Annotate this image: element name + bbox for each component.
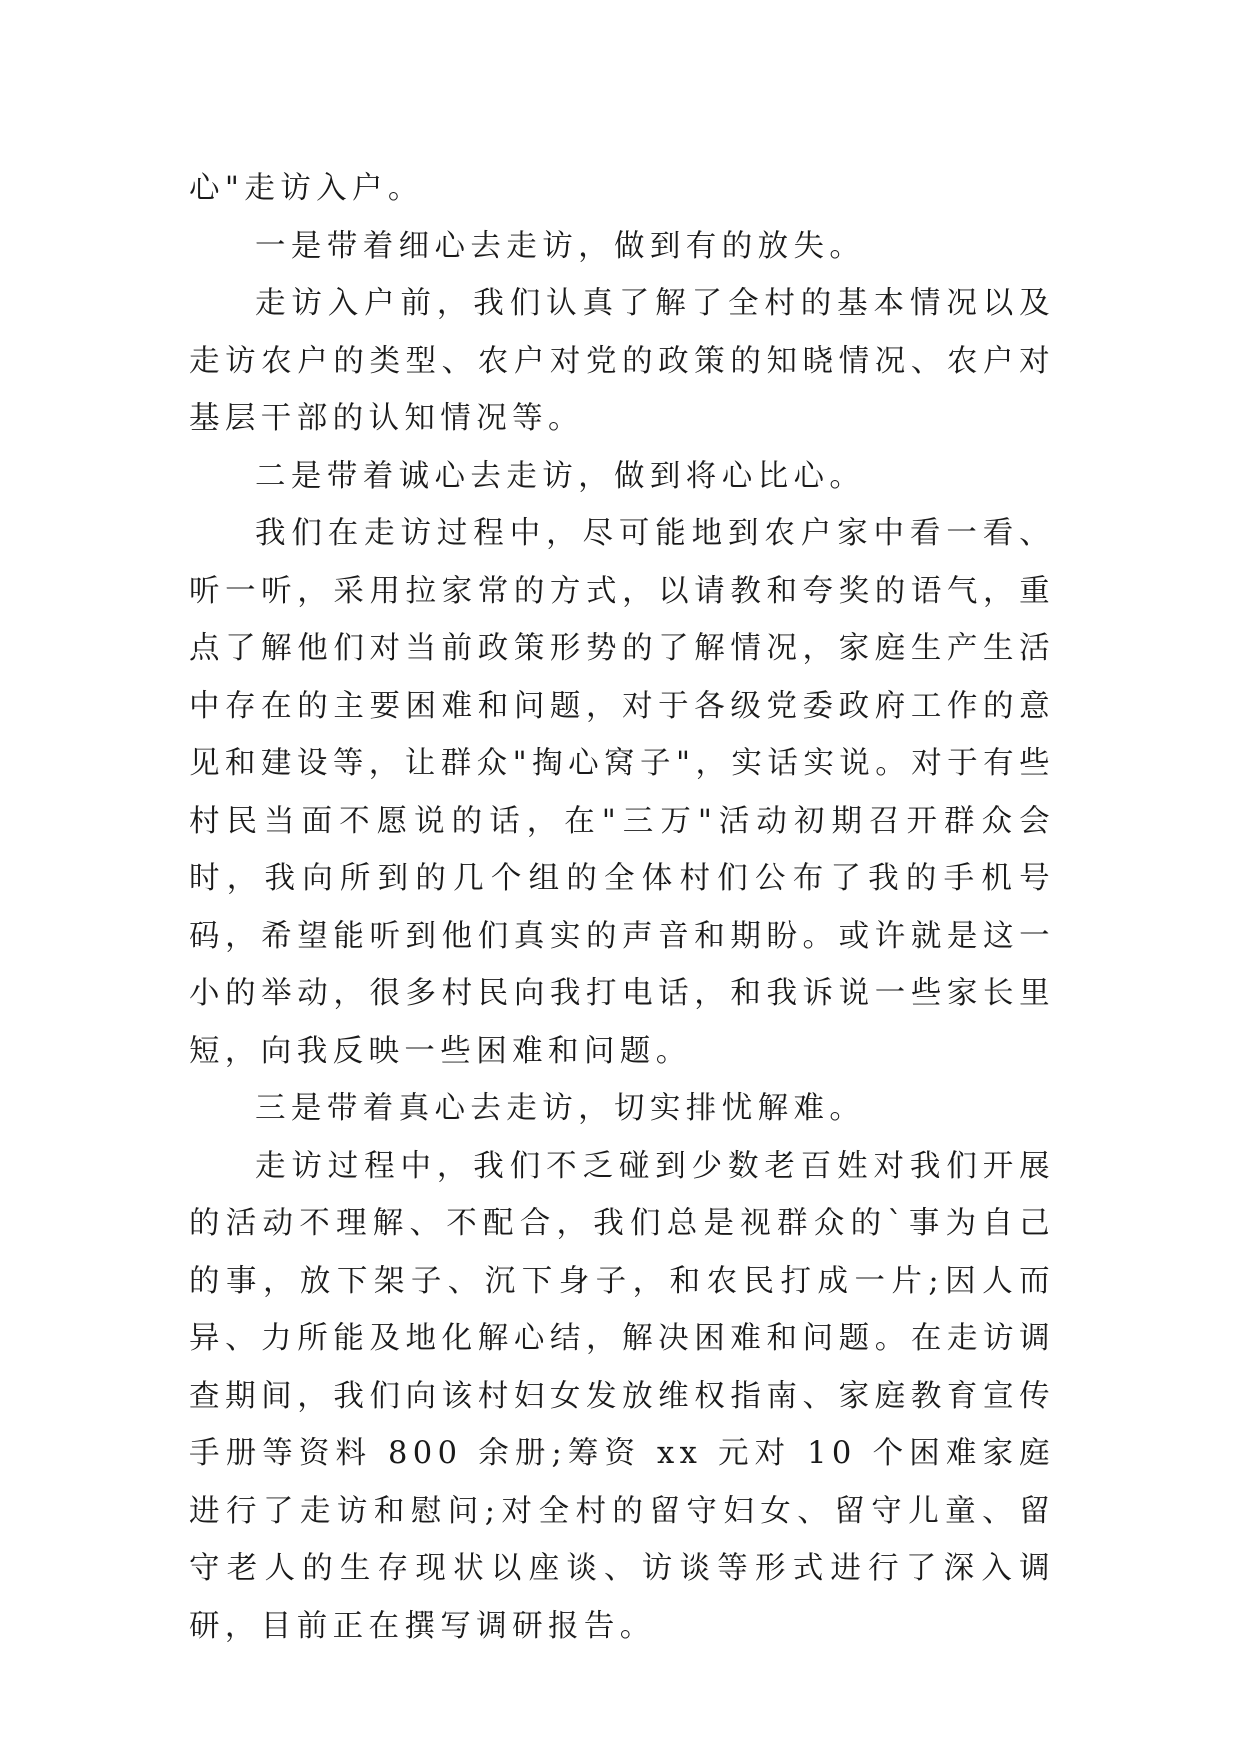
document-body xyxy=(189,160,1055,1655)
heading-point-one: 一是带着细心去走访，做到有的放失。 xyxy=(255,228,866,264)
paragraph-point-two-body: 我们在走访过程中，尽可能地到农户家中看一看、听一听，采用拉家常的方式，以请教和夸奖的语气，重点了解他们对当前政策形势的了解情况，家庭生产生活中存在的主要困难和问题，对于各级党委政府工作的意见和建设等，让群众"掏心窝子"，实话实说。对于有些村民当面不愿说的话，在"三万"活动初期召开群众会时，我向所到的几个组的全体村们公布了我的手机号码，希望能听到他们真实的声音和期盼。或许就是这一小的举动，很多村民向我打电话，和我诉说一些家长里短，向我反映一些困难和问题。 xyxy=(189,516,1055,1069)
paragraph-point-three-body: 走访过程中，我们不乏碰到少数老百姓对我们开展的活动不理解、不配合，我们总是视群众的`事为自己的事，放下架子、沉下身子，和农民打成一片;因人而异、力所能及地化解心结，解决困难和问题。在走访调查期间，我们向该村妇女发放维权指南、家庭教育宣传手册等资料 800 余册;筹资 xx 元对 10 个困难家庭进行了走访和慰问;对全村的留守妇女、留守儿童、留守老人的生存现状以座谈、访谈等形式进行了深入调研，目前正在撰写调研报告。 xyxy=(189,1148,1055,1644)
paragraph-continuation: 心"走访入户。 xyxy=(189,171,424,206)
heading-point-three: 三是带着真心去走访，切实排忧解难。 xyxy=(255,1091,866,1126)
paragraph-point-one-body: 走访入户前，我们认真了解了全村的基本情况以及走访农户的类型、农户对党的政策的知晓情况、农户对基层干部的认知情况等。 xyxy=(189,286,1055,436)
heading-point-two: 二是带着诚心去走访，做到将心比心。 xyxy=(255,458,866,494)
